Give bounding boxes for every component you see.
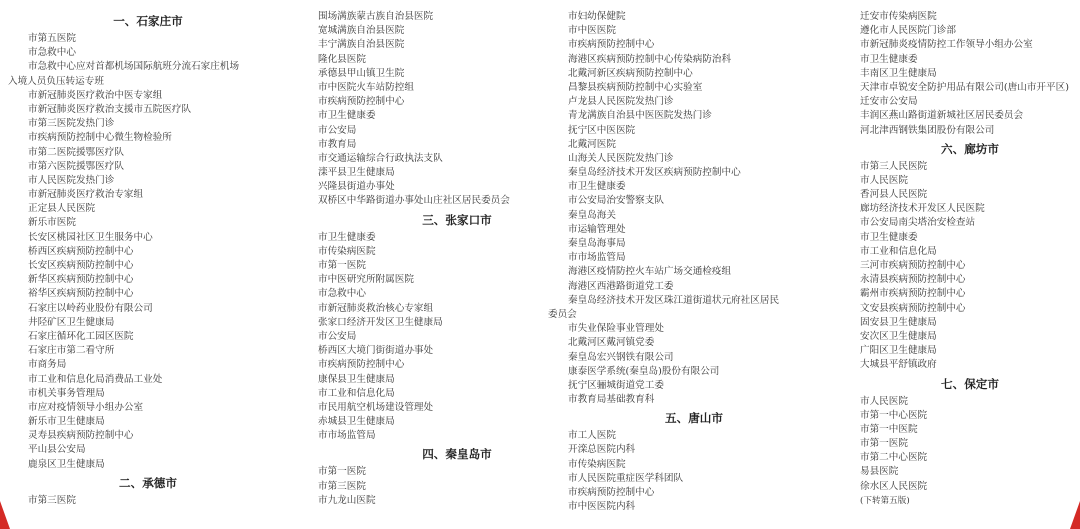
- list-item: 霸州市疾病预防控制中心: [860, 288, 966, 300]
- list-item: 市第二医院援鄂医疗队: [28, 146, 124, 158]
- list-item: 市市场监管局: [318, 430, 376, 442]
- list-item: 市第一中心医院: [860, 409, 928, 421]
- list-item: 市传染病医院: [318, 245, 376, 257]
- list-item: 石家庄循环化工园区医院: [28, 330, 134, 342]
- list-item: 市人民医院发热门诊: [28, 174, 115, 186]
- list-item: 康泰医学系统(秦皇岛)股份有限公司: [568, 365, 720, 377]
- list-item: 市机关事务管理局: [28, 387, 105, 399]
- list-item: 秦皇岛海事局: [568, 238, 626, 249]
- column-3: [548, 10, 820, 514]
- list-item: 丰南区卫生健康局: [860, 67, 937, 79]
- list-item: 卢龙县人民医院发热门诊: [568, 96, 674, 108]
- list-item: 市急救中心: [318, 288, 366, 300]
- column-4: [840, 10, 1070, 508]
- list-item: 徐水区人民医院: [860, 480, 928, 492]
- list-item: 灵寿县疾病预防控制中心: [28, 430, 134, 442]
- section-heading: 六、廊坊市: [941, 141, 999, 156]
- list-item: 市第三医院: [318, 480, 366, 492]
- list-item: 山海关人民医院发热门诊: [568, 152, 674, 164]
- list-item: 海港区西港路街道党工委: [568, 280, 674, 292]
- list-item: 市卫生健康委: [860, 231, 918, 243]
- list-item: 长安区桃园社区卫生服务中心: [28, 231, 153, 243]
- list-item: 市新冠肺炎医疗救治中医专家组: [28, 89, 163, 101]
- list-item: 安次区卫生健康局: [860, 330, 937, 342]
- list-item: 鹿泉区卫生健康局: [28, 458, 105, 470]
- list-item: 秦皇岛宏兴钢铁有限公司: [568, 351, 674, 363]
- list-item: 市传染病医院: [568, 458, 626, 470]
- list-item: 市疾病预防控制中心: [318, 359, 405, 371]
- list-item: 秦皇岛经济技术开发区疾病预防控制中心: [568, 167, 741, 179]
- list-item: 北戴河新区疾病预防控制中心: [568, 67, 693, 79]
- list-item: 市第二中心医院: [860, 452, 928, 464]
- list-item: 桥西区大境门街街道办事处: [318, 345, 434, 357]
- list-item-continuation: 委员会: [548, 308, 577, 320]
- list-item: 市疾病预防控制中心: [568, 487, 655, 498]
- list-item: 海港区疫情防控火车站广场交通检疫组: [568, 266, 732, 278]
- list-item: 市运输管理处: [568, 223, 626, 235]
- section-heading: 七、保定市: [941, 376, 999, 391]
- list-item: 市第三医院发热门诊: [28, 118, 115, 130]
- continued-note: (下转第五版): [860, 495, 910, 506]
- list-item: 井陉矿区卫生健康局: [28, 316, 115, 328]
- list-item: 新乐市卫生健康局: [28, 416, 105, 428]
- list-item: 平山县公安局: [28, 444, 86, 456]
- list-item: 张家口经济开发区卫生健康局: [318, 316, 443, 328]
- list-item: 市卫生健康委: [318, 110, 376, 122]
- list-item: 天津市卓锐安全防护用品有限公司(唐山市开平区): [860, 81, 1069, 93]
- list-item: 香河县人民医院: [860, 189, 928, 201]
- list-item: 遵化市人民医院门诊部: [860, 25, 956, 37]
- list-item: 康保县卫生健康局: [318, 373, 395, 385]
- list-item: 新乐市医院: [28, 217, 76, 229]
- list-item: 秦皇岛经济技术开发区珠江道街道状元府社区居民: [568, 294, 780, 306]
- list-item: 市教育局基础教育科: [568, 394, 655, 406]
- list-item: 昌黎县疾病预防控制中心实验室: [568, 81, 703, 93]
- list-item: 青龙满族自治县中医医院发热门诊: [568, 110, 712, 122]
- list-item: 市第一医院: [318, 260, 366, 271]
- list-item: 市公安局治安警察支队: [568, 195, 664, 207]
- list-item: 裕华区疾病预防控制中心: [28, 288, 134, 300]
- list-item: 隆化县医院: [318, 53, 366, 65]
- list-item: 海港区疾病预防控制中心传染病防治科: [568, 53, 732, 65]
- list-item: 北戴河区戴河镇党委: [568, 337, 655, 349]
- section-heading: 三、张家口市: [422, 212, 492, 227]
- list-item: 正定县人民医院: [28, 203, 96, 215]
- list-item: 廊坊经济技术开发区人民医院: [860, 203, 985, 215]
- list-item: 市失业保险事业管理处: [568, 323, 664, 335]
- list-item: 桥西区疾病预防控制中心: [28, 245, 134, 257]
- list-item: 市工业和信息化局: [860, 245, 937, 257]
- list-item: 市中医医院: [568, 25, 616, 37]
- column-1: [8, 10, 268, 508]
- list-item: 市疾病预防控制中心: [568, 39, 655, 51]
- list-item: 广阳区卫生健康局: [860, 345, 937, 357]
- list-item: 长安区疾病预防控制中心: [28, 260, 134, 271]
- list-item: 兴隆县街道办事处: [318, 181, 395, 193]
- list-item: 易县医院: [860, 466, 899, 478]
- list-item: 市新冠肺炎疫情防控工作领导小组办公室: [860, 39, 1033, 51]
- list-item: 市第一医院: [860, 438, 908, 450]
- list-item: 市中医研究所附属医院: [318, 274, 414, 286]
- list-item: 市卫生健康委: [318, 231, 376, 243]
- list-item: 市妇幼保健院: [568, 11, 626, 22]
- list-item: 石家庄市第二看守所: [28, 345, 115, 357]
- list-item: 抚宁区中医医院: [568, 124, 636, 136]
- section-heading: 四、秦皇岛市: [422, 447, 492, 462]
- list-item: 丰宁满族自治县医院: [318, 39, 405, 51]
- list-item: 大城县平舒镇政府: [860, 359, 937, 371]
- list-item: 市教育局: [318, 138, 357, 150]
- column-2: [298, 10, 556, 508]
- corner-accent-right: [1070, 501, 1080, 529]
- list-item: 市新冠肺炎救治核心专家组: [318, 302, 434, 314]
- section-heading: 五、唐山市: [665, 411, 723, 426]
- list-item: 市中医院火车站防控组: [318, 81, 414, 93]
- list-item: 双桥区中华路街道办事处山庄社区居民委员会: [318, 195, 510, 207]
- list-item: 市工业和信息化局消费品工业处: [28, 373, 163, 385]
- list-item: 滦平县卫生健康局: [318, 167, 395, 179]
- list-item: 市商务局: [28, 359, 67, 371]
- list-item: 文安县疾病预防控制中心: [860, 302, 966, 314]
- list-item: 秦皇岛海关: [568, 209, 616, 221]
- list-item: 市疾病预防控制中心微生物检验所: [28, 132, 172, 144]
- list-item: 河北津西钢铁集团股份有限公司: [860, 124, 995, 136]
- section-heading: 一、石家庄市: [113, 14, 183, 28]
- list-item: 固安县卫生健康局: [860, 316, 937, 328]
- list-item: 市九龙山医院: [318, 494, 376, 506]
- list-item: 市第一医院: [318, 466, 366, 478]
- list-item: 宽城满族自治县医院: [318, 25, 405, 37]
- list-item: 开滦总医院内科: [568, 444, 636, 456]
- list-item: 市卫生健康委: [568, 181, 626, 193]
- list-item: 市民用航空机场建设管理处: [318, 401, 434, 413]
- list-item: 石家庄以岭药业股份有限公司: [28, 302, 153, 314]
- list-item: 市应对疫情领导小组办公室: [28, 401, 144, 413]
- list-item: 市第三人民医院: [860, 160, 928, 172]
- list-item: 市人民医院: [860, 174, 908, 186]
- list-item: 市急救中心应对首都机场国际航班分流石家庄机场: [28, 61, 240, 73]
- list-item: 市疾病预防控制中心: [318, 96, 405, 108]
- list-item: 市交通运输综合行政执法支队: [318, 152, 443, 164]
- list-item: 市公安局南尖塔治安检查站: [860, 217, 976, 229]
- list-item: 抚宁区骊城街道党工委: [568, 379, 664, 391]
- list-item: 三河市疾病预防控制中心: [860, 260, 966, 271]
- list-item: 市公安局: [318, 330, 357, 342]
- list-item-continuation: 入境人员负压转运专班: [8, 75, 104, 87]
- list-item: 丰润区燕山路街道新城社区居民委员会: [860, 110, 1024, 122]
- list-item: 市新冠肺炎医疗救治支援市五院医疗队: [28, 103, 192, 115]
- list-item: 市新冠肺炎医疗救治专家组: [28, 189, 144, 201]
- list-item: 市人民医院: [860, 395, 908, 407]
- list-item: 市人民医院重症医学科团队: [568, 472, 684, 484]
- list-item: 永清县疾病预防控制中心: [860, 274, 966, 286]
- list-item: 迁安市公安局: [860, 96, 918, 108]
- list-item: 市急救中心: [28, 47, 76, 59]
- list-item: 围场满族蒙古族自治县医院: [318, 11, 434, 22]
- list-item: 市第六医院援鄂医疗队: [28, 160, 124, 172]
- list-item: 市市场监管局: [568, 252, 626, 264]
- list-item: 市中医医院内科: [568, 501, 636, 513]
- list-item: 承德县甲山镇卫生院: [318, 67, 405, 79]
- list-item: 市工人医院: [568, 430, 616, 442]
- section-heading: 二、承德市: [119, 475, 177, 490]
- list-item: 新华区疾病预防控制中心: [28, 274, 134, 286]
- list-item: 市第三医院: [28, 494, 76, 506]
- list-item: 市第一中医院: [860, 423, 918, 435]
- list-item: 迁安市传染病医院: [860, 11, 937, 22]
- list-item: 赤城县卫生健康局: [318, 416, 395, 428]
- list-item: 北戴河医院: [568, 138, 616, 150]
- list-item: 市工业和信息化局: [318, 387, 395, 399]
- corner-accent-left: [0, 501, 10, 529]
- list-item: 市第五医院: [28, 33, 76, 44]
- list-item: 市卫生健康委: [860, 53, 918, 65]
- list-item: 市公安局: [318, 124, 357, 136]
